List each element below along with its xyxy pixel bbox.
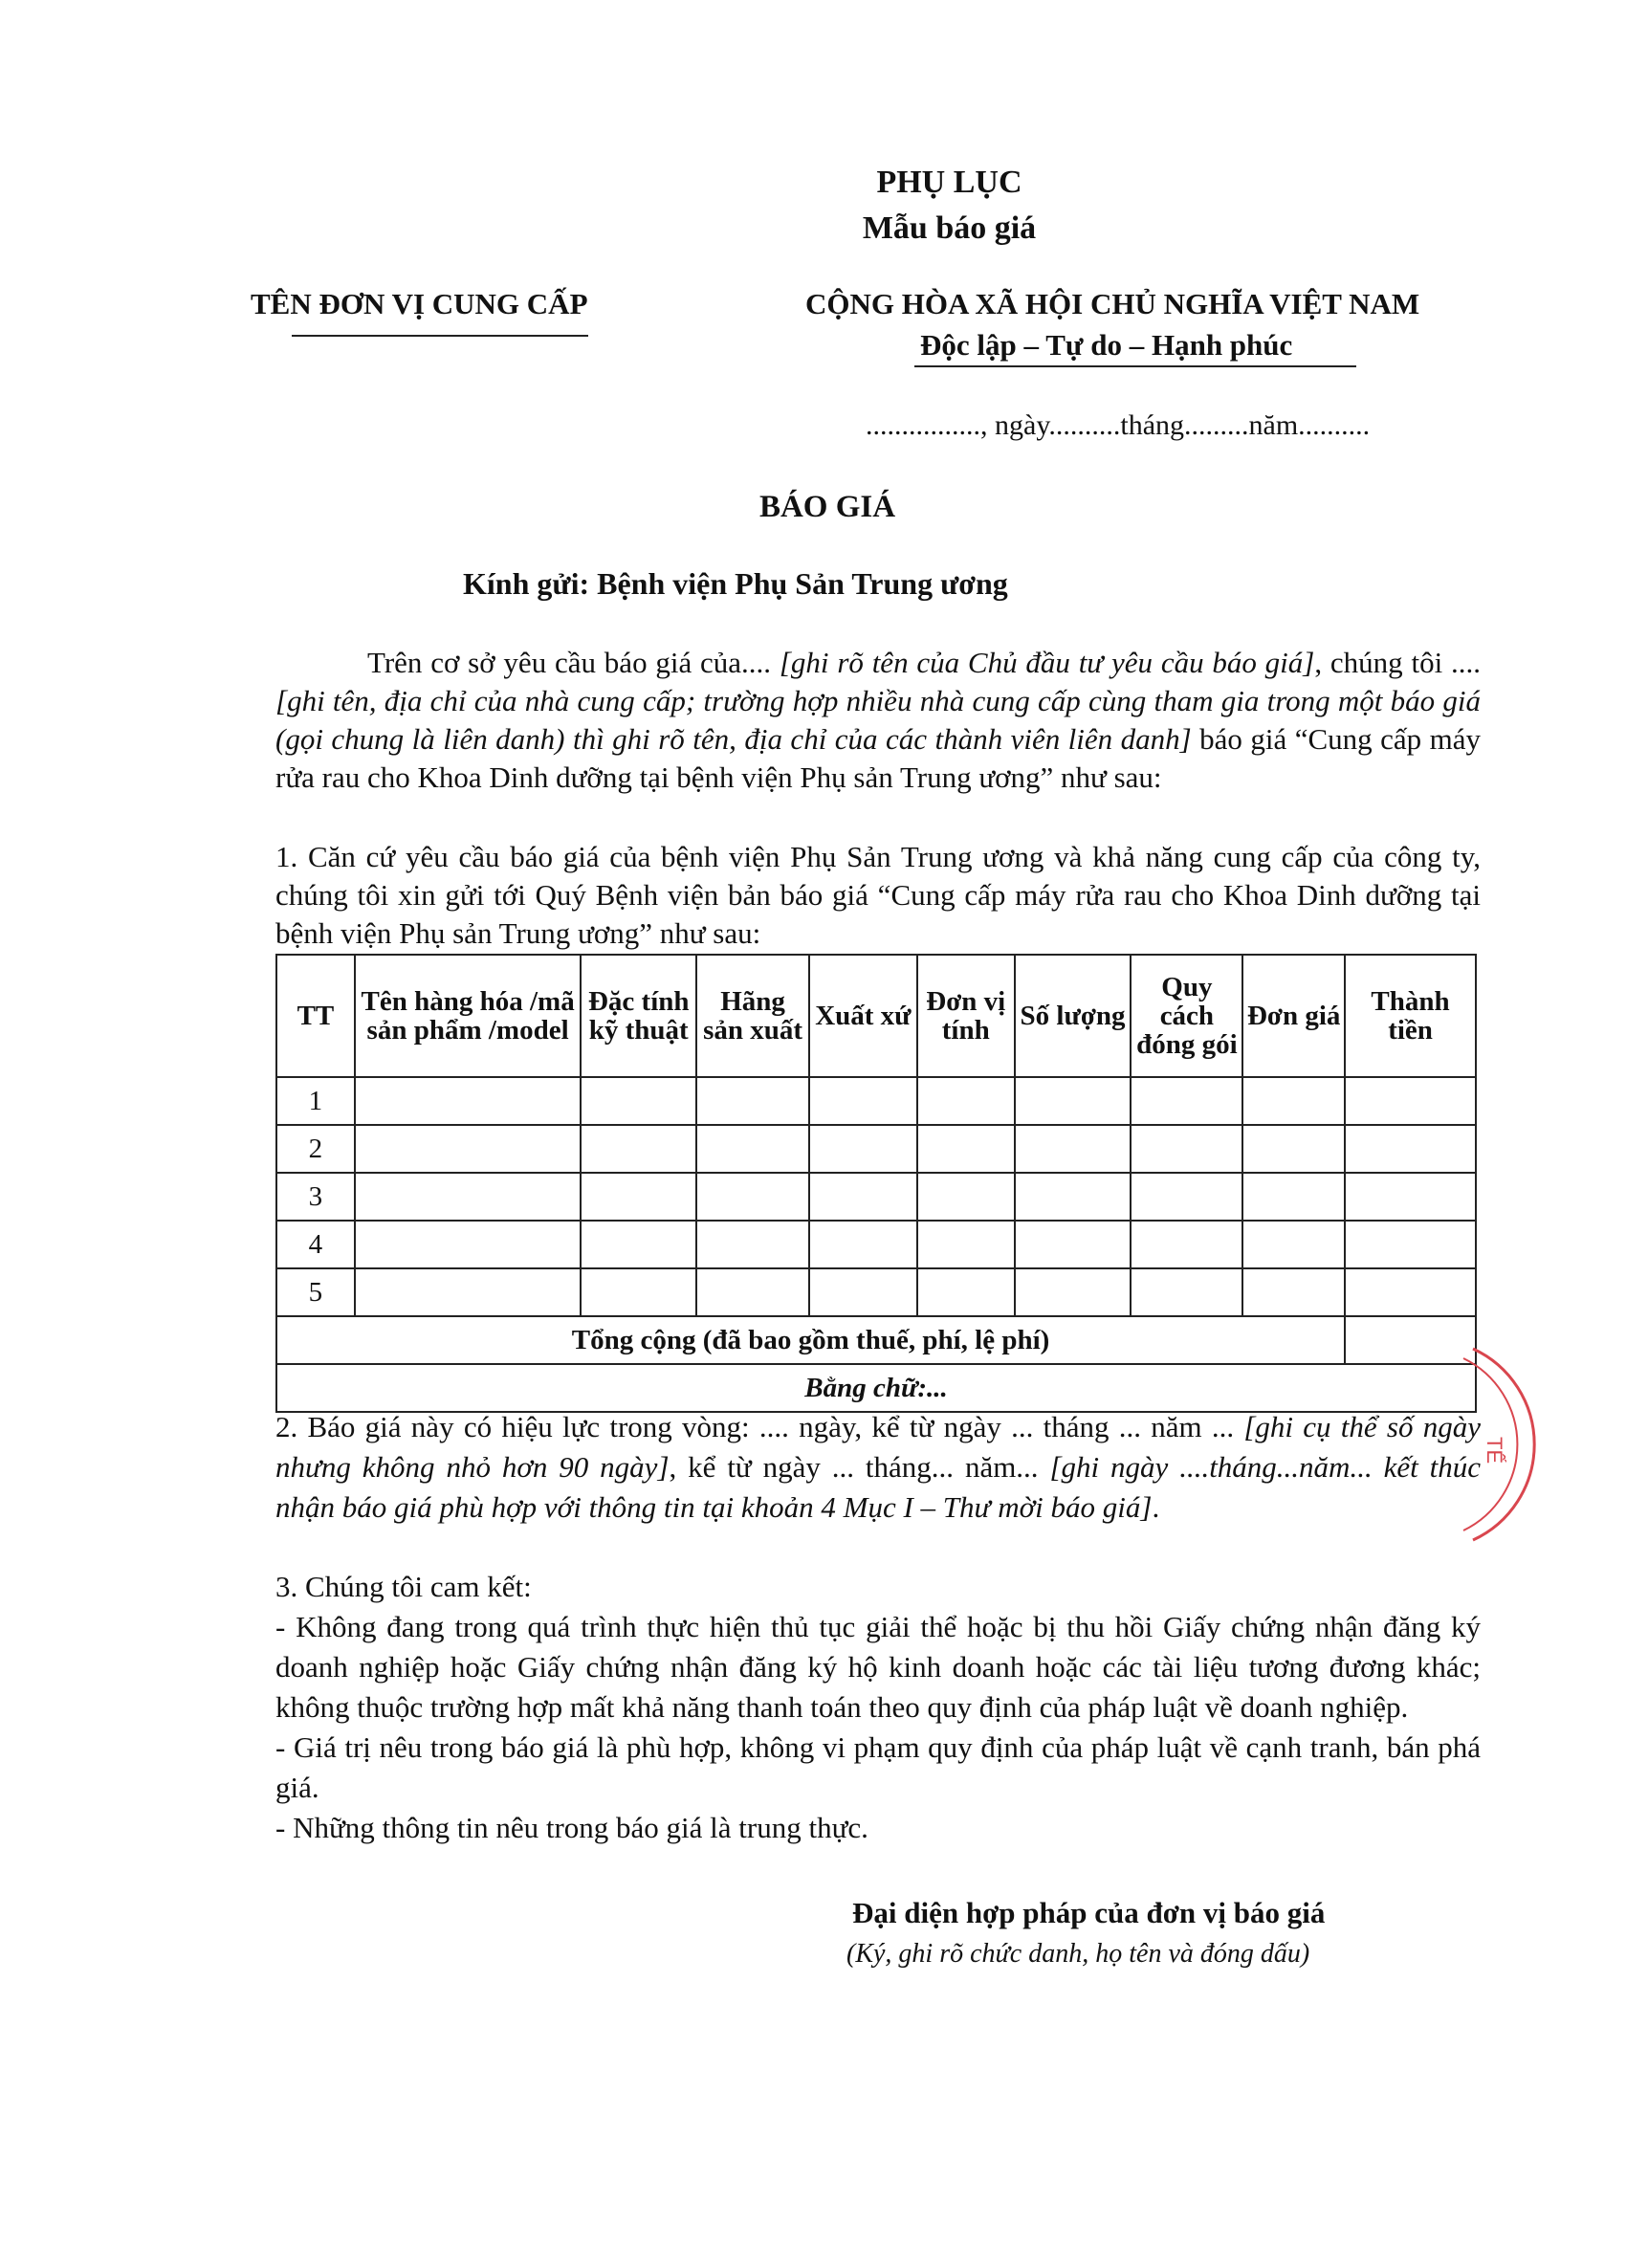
cell [355,1077,581,1125]
cell [1131,1077,1242,1125]
table-words-row [276,1364,1476,1412]
cell [1015,1268,1132,1316]
item-2-paragraph [275,1407,1481,1528]
cell [1131,1221,1242,1268]
cell [809,1125,917,1173]
table-header-row [276,955,1476,1077]
item-2-text-1: 2. Báo giá này có hiệu lực trong vòng: .... ngày, kể từ ngày ... tháng ... năm ... [275,1410,1244,1443]
header-spec: Đặc tính kỹ thuật [581,955,696,1077]
motto-underline [914,365,1356,367]
cell [917,1221,1015,1268]
nation-heading: CỘNG HÒA XÃ HỘI CHỦ NGHĨA VIỆT NAM [805,287,1420,320]
cell [1015,1125,1132,1173]
cell [355,1125,581,1173]
national-motto: Độc lập – Tự do – Hạnh phúc [920,328,1293,362]
item-2-text-2: , kể từ ngày ... tháng... năm... [669,1450,1050,1484]
cell [696,1173,809,1221]
row-number: 4 [276,1221,355,1268]
cell [917,1268,1015,1316]
cell [1015,1221,1132,1268]
cell [1345,1173,1476,1221]
cell [581,1125,696,1173]
cell [1015,1173,1132,1221]
header-quantity: Số lượng [1015,955,1132,1077]
supplier-name-underline [292,335,588,337]
cell [1242,1221,1345,1268]
table-row [276,1125,1476,1173]
intro-text-2: , chúng tôi .... [1314,646,1481,679]
cell [1345,1268,1476,1316]
cell [581,1077,696,1125]
commitment-1: - Không đang trong quá trình thực hiện thủ tục giải thể hoặc bị thu hồi Giấy chứng nhận đăng ký doanh nghiệp hoặc Giấy chứng nhận đăng ký hộ kinh doanh hoặc các tài liệu tương đương khác; không thuộc trường hợp mất khả năng thanh toán theo quy định của pháp luật về doanh nghiệp. [275,1610,1481,1724]
cell [809,1268,917,1316]
addressee: Kính gửi: Bệnh viện Phụ Sản Trung ương [463,566,1008,601]
appendix-subtitle: Mẫu báo giá [862,210,1037,246]
intro-text-3: báo giá “Cung cấp máy rửa rau cho Khoa Dinh dưỡng tại bệnh viện Phụ sản Trung ương” như sau: [275,722,1481,794]
cell [1131,1268,1242,1316]
header-amount: Thành tiền [1345,955,1476,1077]
item-3-section [275,1567,1481,1848]
header-packaging: Quy cách đóng gói [1131,955,1242,1077]
intro-note-1: [ghi rõ tên của Chủ đầu tư yêu cầu báo giá] [779,646,1315,679]
cell [1242,1077,1345,1125]
header-unit-price: Đơn giá [1242,955,1345,1077]
cell [1015,1077,1132,1125]
header-unit: Đơn vị tính [917,955,1015,1077]
cell [917,1077,1015,1125]
cell [1131,1125,1242,1173]
intro-note-2: [ghi tên, địa chỉ của nhà cung cấp; trường hợp nhiều nhà cung cấp cùng tham gia trong một báo giá (gọi chung là liên danh) thì ghi rõ tên, địa chỉ của các thành viên liên danh] [275,684,1481,756]
cell [917,1173,1015,1221]
cell [1242,1125,1345,1173]
signature-title: Đại diện hợp pháp của đơn vị báo giá [852,1896,1326,1929]
total-label: Tổng cộng (đã bao gồm thuế, phí, lệ phí) [276,1316,1345,1364]
signature-note: (Ký, ghi rõ chức danh, họ tên và đóng dấu) [846,1939,1310,1969]
cell [809,1221,917,1268]
table-row [276,1268,1476,1316]
commitment-3: - Những thông tin nêu trong báo giá là trung thực. [275,1811,868,1844]
header-origin: Xuất xứ [809,955,917,1077]
cell [355,1173,581,1221]
quotation-table [275,954,1477,1413]
cell [1242,1268,1345,1316]
cell [696,1221,809,1268]
item-3-heading: 3. Chúng tôi cam kết: [275,1570,532,1603]
commitment-2: - Giá trị nêu trong báo giá là phù hợp, không vi phạm quy định của pháp luật về cạnh tranh, bán phá giá. [275,1730,1481,1804]
document-title: BÁO GIÁ [758,490,896,524]
cell [696,1125,809,1173]
amount-in-words: Bằng chữ:... [276,1364,1476,1412]
row-number: 5 [276,1268,355,1316]
header-product-name: Tên hàng hóa /mã sản phẩm /model [355,955,581,1077]
cell [917,1125,1015,1173]
row-number: 1 [276,1077,355,1125]
intro-text-1: Trên cơ sở yêu cầu báo giá của.... [367,646,780,679]
cell [809,1077,917,1125]
cell [355,1221,581,1268]
appendix-title: PHỤ LỤC [876,165,1022,200]
cell [1345,1221,1476,1268]
row-number: 2 [276,1125,355,1173]
intro-paragraph [275,644,1481,797]
item-2-note-1: [ghi cụ thể số ngày nhưng không nhỏ hơn 90 ngày] [275,1410,1481,1484]
cell [809,1173,917,1221]
item-2-note-2: [ghi ngày ....tháng...năm... kết thúc nhận báo giá phù hợp với thông tin tại khoản 4 Mục I – Thư mời báo giá] [275,1450,1481,1524]
cell [696,1077,809,1125]
svg-text:TẾ: TẾ [1483,1437,1506,1464]
table-row [276,1173,1476,1221]
cell [696,1268,809,1316]
cell [355,1268,581,1316]
supplier-name-label: TÊN ĐƠN VỊ CUNG CẤP [251,287,588,320]
header-tt: TT [276,955,355,1077]
table-row [276,1221,1476,1268]
cell [1345,1077,1476,1125]
cell [1131,1173,1242,1221]
header-manufacturer: Hãng sản xuất [696,955,809,1077]
item-1-paragraph: 1. Căn cứ yêu cầu báo giá của bệnh viện Phụ Sản Trung ương và khả năng cung cấp của công ty, chúng tôi xin gửi tới Quý Bệnh viện bản báo giá “Cung cấp máy rửa rau cho Khoa Dinh dưỡng tại bệnh viện Phụ sản Trung ương” như sau: [275,840,1481,950]
red-stamp-seal [1435,1339,1549,1550]
cell [581,1268,696,1316]
cell [1242,1173,1345,1221]
cell [1345,1125,1476,1173]
date-line: ................, ngày..........tháng.........năm.......... [866,409,1371,441]
table-total-row [276,1316,1476,1364]
row-number: 3 [276,1173,355,1221]
cell [581,1221,696,1268]
item-2-text-3: . [1152,1490,1160,1524]
cell [581,1173,696,1221]
table-row [276,1077,1476,1125]
